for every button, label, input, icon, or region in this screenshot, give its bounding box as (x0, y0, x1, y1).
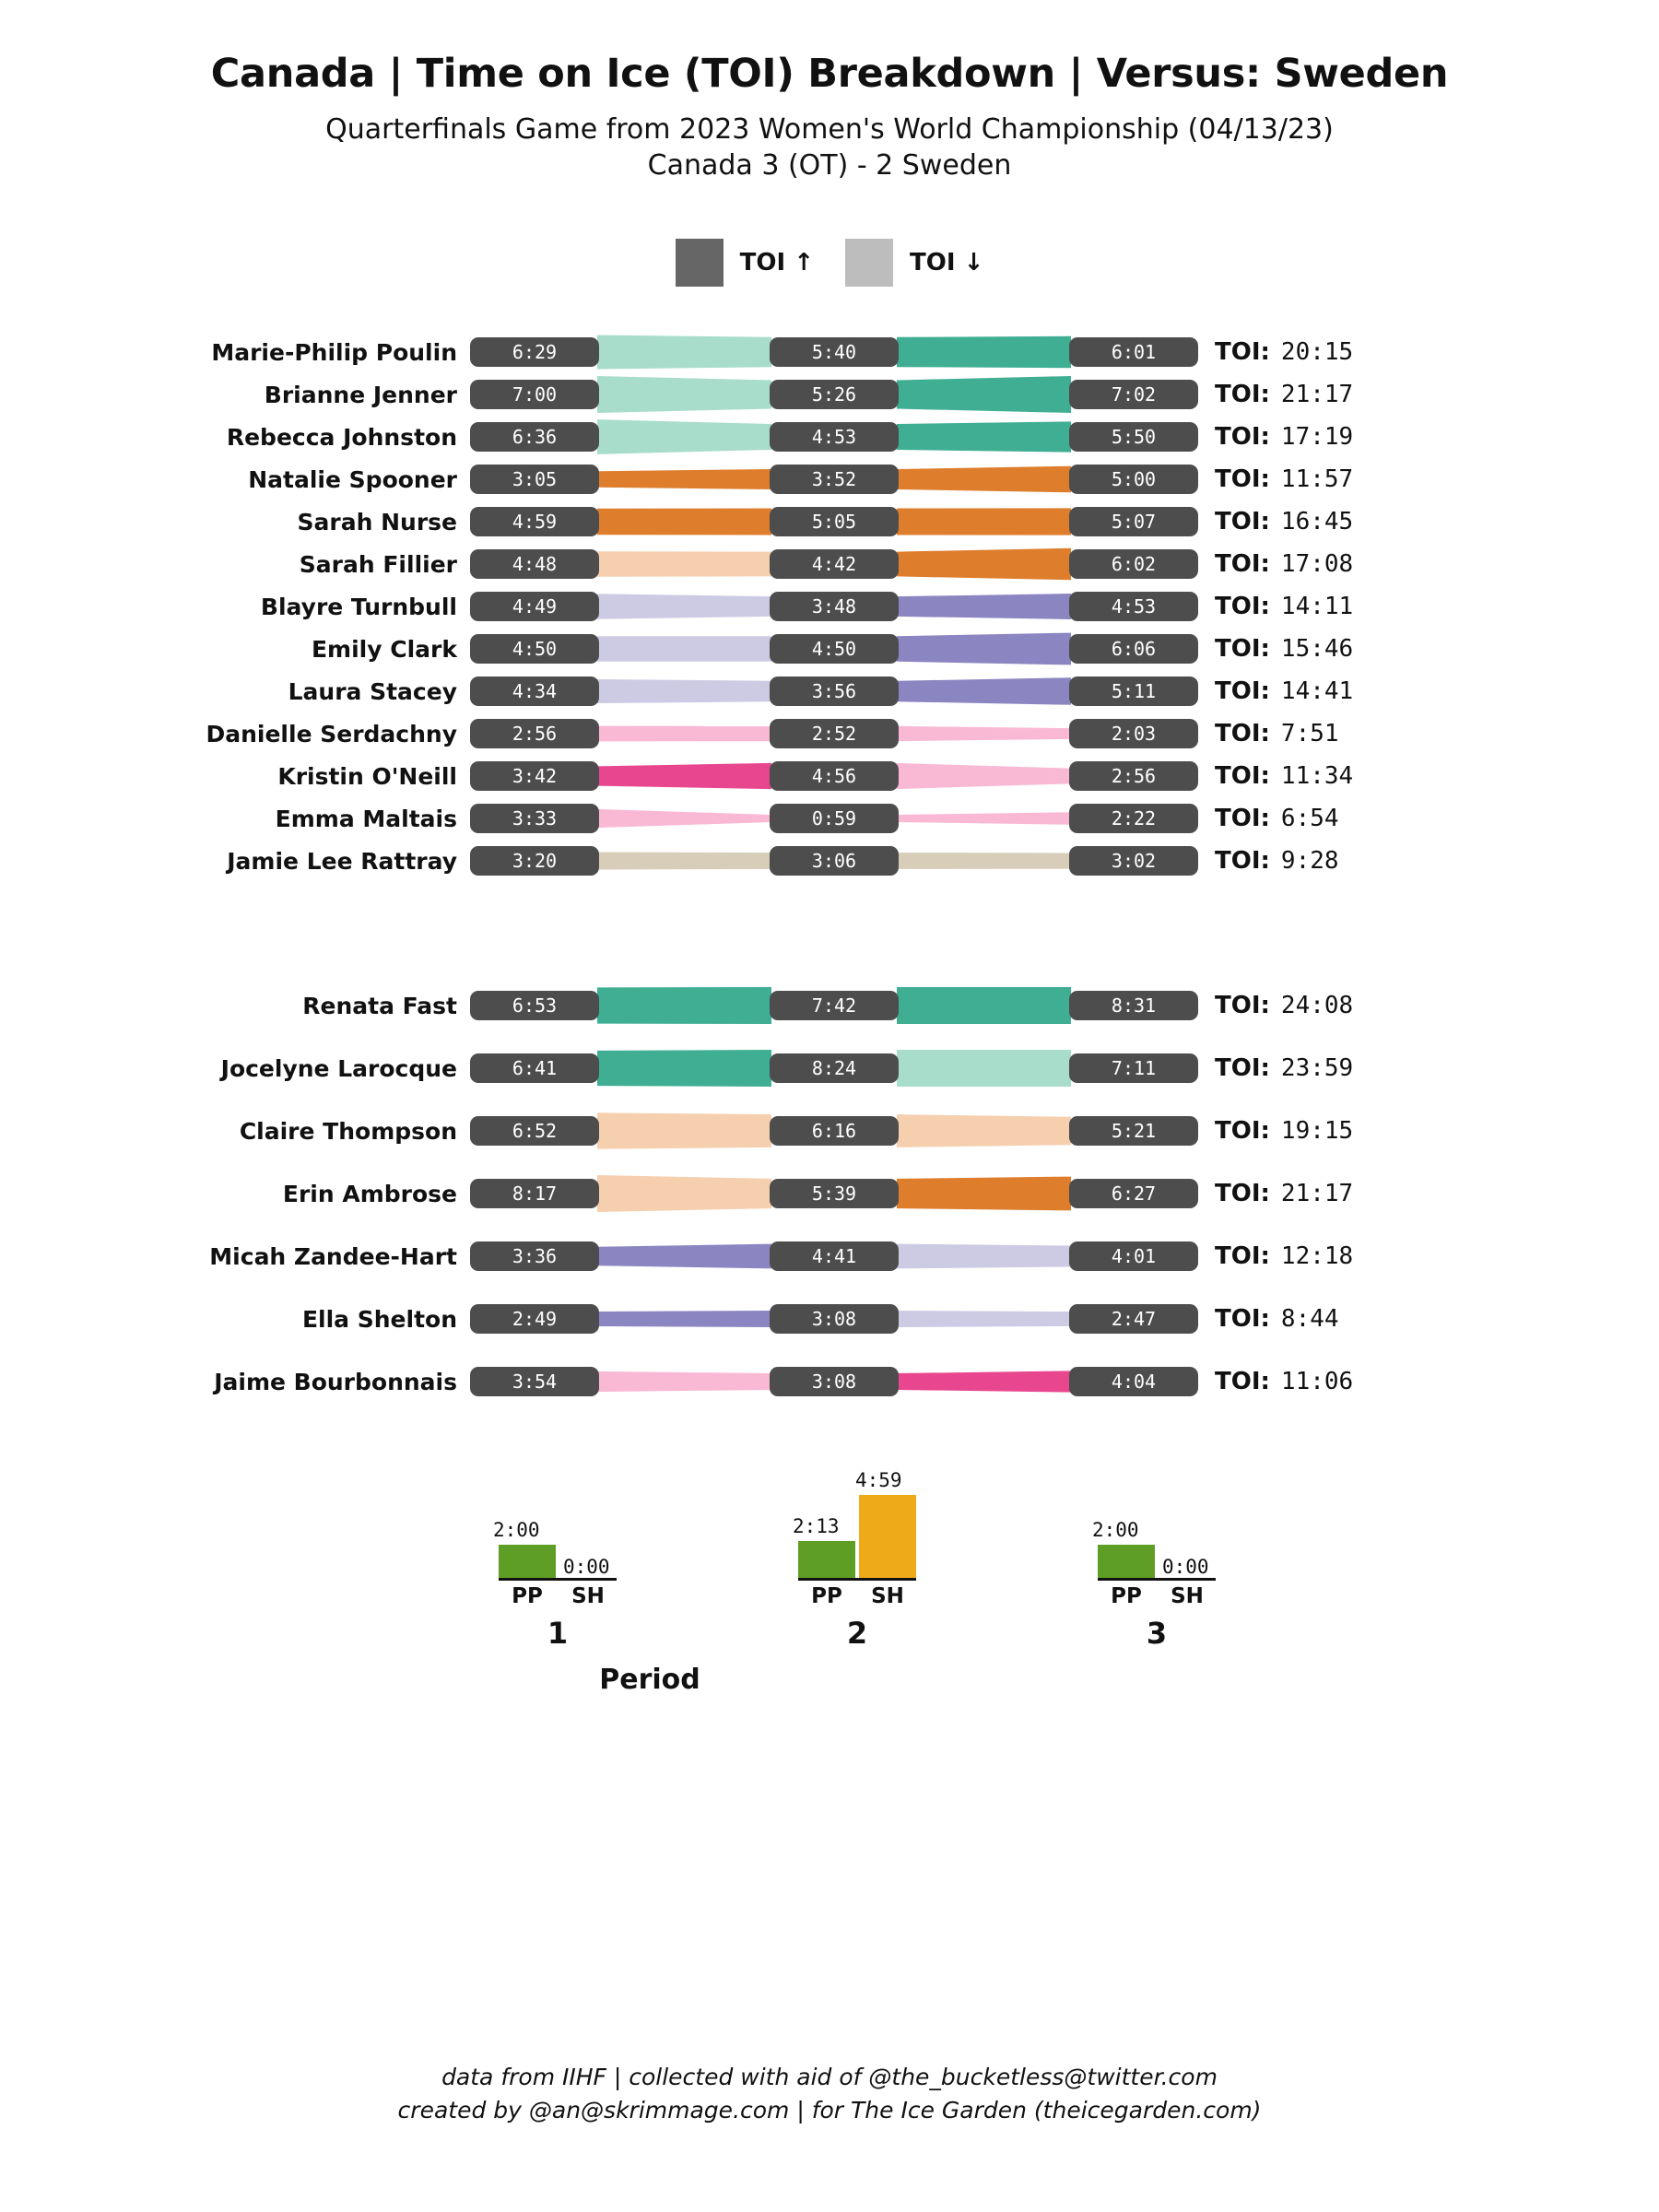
period-toi-pill: 5:00 (1069, 465, 1198, 494)
period-toi-pill: 7:42 (770, 991, 899, 1020)
toi-track (470, 1360, 1198, 1403)
period-toi-pill: 8:17 (470, 1179, 599, 1208)
total-toi-label: TOI: (1215, 635, 1270, 664)
period-toi-pill: 3:08 (770, 1304, 899, 1334)
player-row (0, 712, 1659, 755)
period-toi-pill: 3:33 (470, 804, 599, 833)
player-row (0, 331, 1659, 373)
period-number: 1 (547, 1616, 569, 1652)
toi-track (470, 840, 1198, 882)
special-teams-axis (1098, 1578, 1216, 1608)
period-toi-pill: 3:20 (470, 846, 599, 876)
toi-track (470, 1110, 1198, 1152)
period-toi-pill: 0:59 (770, 804, 899, 833)
player-name: Renata Fast (302, 992, 457, 1019)
special-teams-chart (0, 1439, 1659, 1651)
total-toi-value: 8:44 (1280, 1305, 1339, 1334)
player-row (0, 1100, 1659, 1162)
total-toi-value: 21:17 (1280, 1180, 1354, 1208)
player-row (0, 373, 1659, 416)
total-toi-label: TOI: (1215, 508, 1270, 536)
period-toi-pill: 5:26 (770, 380, 899, 409)
player-row (0, 458, 1659, 500)
special-teams-period-group (1051, 1458, 1263, 1651)
period-toi-pill: 2:03 (1069, 719, 1198, 748)
total-toi-value: 17:19 (1280, 423, 1354, 452)
special-teams-period-group (452, 1458, 664, 1651)
period-toi-pill: 3:42 (470, 761, 599, 791)
period-number: 3 (1146, 1616, 1168, 1652)
player-name: Jocelyne Larocque (220, 1054, 457, 1082)
period-toi-pill: 4:42 (770, 549, 899, 579)
total-toi-label: TOI: (1215, 1117, 1270, 1146)
player-name: Jaime Bourbonnais (214, 1368, 457, 1395)
period-toi-pill: 4:53 (1069, 592, 1198, 621)
period-toi-pill: 4:41 (770, 1241, 899, 1271)
total-toi-value: 11:06 (1280, 1368, 1354, 1396)
total-toi-label: TOI: (1215, 593, 1270, 621)
total-toi-label: TOI: (1215, 720, 1270, 748)
player-name: Claire Thompson (239, 1117, 457, 1145)
period-toi-pill: 5:39 (770, 1179, 899, 1208)
total-toi-value: 21:17 (1280, 381, 1354, 409)
period-toi-pill: 4:59 (470, 507, 599, 536)
page-subtitle-score: Canada 3 (OT) - 2 Sweden (647, 149, 1012, 182)
total-toi-value: 11:57 (1280, 465, 1354, 494)
total-toi-value: 15:46 (1280, 635, 1354, 664)
period-toi-pill: 2:56 (470, 719, 599, 748)
legend-swatch-up (676, 239, 724, 287)
title-block (0, 0, 1659, 183)
total-toi-label: TOI: (1215, 381, 1270, 409)
total-toi-label: TOI: (1215, 465, 1270, 494)
toi-track (470, 1047, 1198, 1089)
period-toi-pill: 5:40 (770, 337, 899, 367)
total-toi-label: TOI: (1215, 338, 1270, 367)
toi-track (470, 500, 1198, 543)
pp-axis-label: PP (1111, 1584, 1142, 1609)
period-toi-pill: 4:04 (1069, 1367, 1198, 1396)
x-axis-label: Period (599, 1664, 700, 1697)
total-toi-label: TOI: (1215, 762, 1270, 791)
period-toi-pill: 7:02 (1069, 380, 1198, 409)
player-name: Emily Clark (311, 635, 457, 663)
pp-axis-label: PP (811, 1584, 842, 1609)
period-toi-pill: 5:21 (1069, 1116, 1198, 1146)
total-toi-label: TOI: (1215, 1180, 1270, 1208)
pp-value: 2:00 (493, 1519, 540, 1542)
toi-track (470, 543, 1198, 585)
player-name: Danielle Serdachny (206, 720, 457, 747)
period-toi-pill: 6:53 (470, 991, 599, 1020)
period-toi-pill: 6:41 (470, 1053, 599, 1083)
player-row (0, 840, 1659, 882)
period-toi-pill: 4:50 (470, 634, 599, 664)
pp-value: 2:00 (1092, 1519, 1139, 1542)
player-row (0, 628, 1659, 670)
toi-track (470, 628, 1198, 670)
total-toi-value: 24:08 (1280, 992, 1354, 1020)
period-toi-pill: 3:52 (770, 465, 899, 494)
total-toi-value: 14:41 (1280, 677, 1354, 706)
period-toi-pill: 2:22 (1069, 804, 1198, 833)
player-name: Marie-Philip Poulin (211, 338, 457, 366)
player-row (0, 1037, 1659, 1100)
period-toi-pill: 6:27 (1069, 1179, 1198, 1208)
period-toi-pill: 4:48 (470, 549, 599, 579)
period-toi-pill: 3:48 (770, 592, 899, 621)
player-row (0, 1225, 1659, 1288)
sh-value: 4:59 (855, 1469, 902, 1492)
toi-track (470, 1172, 1198, 1215)
period-toi-pill: 6:01 (1069, 337, 1198, 367)
total-toi-label: TOI: (1215, 550, 1270, 579)
total-toi-label: TOI: (1215, 423, 1270, 452)
pp-value: 2:13 (793, 1515, 840, 1538)
total-toi-label: TOI: (1215, 1242, 1270, 1271)
sh-value: 0:00 (563, 1556, 610, 1579)
toi-track (470, 984, 1198, 1027)
player-row (0, 543, 1659, 585)
sh-axis-label: SH (571, 1584, 605, 1609)
player-name: Kristin O'Neill (277, 762, 457, 790)
total-toi-value: 17:08 (1280, 550, 1354, 579)
period-toi-pill: 2:47 (1069, 1304, 1198, 1334)
total-toi-value: 23:59 (1280, 1054, 1354, 1083)
legend-label-down: TOI ↓ (910, 249, 984, 277)
forwards-group (0, 331, 1659, 882)
period-toi-pill: 3:54 (470, 1367, 599, 1396)
toi-track (470, 1235, 1198, 1277)
toi-track (470, 755, 1198, 797)
player-row (0, 670, 1659, 712)
toi-track (470, 585, 1198, 628)
player-name: Sarah Fillier (299, 550, 457, 578)
period-toi-pill: 3:08 (770, 1367, 899, 1396)
total-toi-value: 14:11 (1280, 593, 1354, 621)
player-name: Rebecca Johnston (226, 423, 457, 451)
page-subtitle: Quarterfinals Game from 2023 Women's World Championship (04/13/23) (325, 113, 1334, 147)
toi-track (470, 1298, 1198, 1340)
period-toi-pill: 6:02 (1069, 549, 1198, 579)
period-toi-pill: 5:50 (1069, 422, 1198, 452)
toi-track (470, 331, 1198, 373)
sh-axis-label: SH (871, 1584, 904, 1609)
player-name: Natalie Spooner (248, 465, 457, 493)
footer-line-2: created by @an@skrimmage.com | for The Ice Garden (theicegarden.com) (397, 2096, 1262, 2124)
period-toi-pill: 6:52 (470, 1116, 599, 1146)
period-toi-pill: 2:49 (470, 1304, 599, 1334)
period-toi-pill: 8:31 (1069, 991, 1198, 1020)
period-toi-pill: 3:05 (470, 465, 599, 494)
total-toi-label: TOI: (1215, 1054, 1270, 1083)
period-toi-pill: 3:06 (770, 846, 899, 876)
toi-track (470, 797, 1198, 840)
toi-track (470, 458, 1198, 500)
period-toi-pill: 3:56 (770, 677, 899, 706)
total-toi-label: TOI: (1215, 1305, 1270, 1334)
total-toi-value: 12:18 (1280, 1242, 1354, 1271)
player-row (0, 416, 1659, 458)
player-name: Micah Zandee-Hart (209, 1242, 457, 1270)
player-name: Blayre Turnbull (260, 593, 457, 620)
player-row (0, 585, 1659, 628)
legend-swatch-down (845, 239, 893, 287)
toi-track (470, 416, 1198, 458)
period-toi-pill: 7:11 (1069, 1053, 1198, 1083)
total-toi-value: 20:15 (1280, 338, 1354, 367)
player-name: Erin Ambrose (282, 1180, 457, 1207)
period-number: 2 (846, 1616, 868, 1652)
total-toi-value: 11:34 (1280, 762, 1354, 791)
period-toi-pill: 8:24 (770, 1053, 899, 1083)
period-toi-pill: 2:56 (1069, 761, 1198, 791)
total-toi-value: 19:15 (1280, 1117, 1354, 1146)
period-toi-pill: 2:52 (770, 719, 899, 748)
legend-item-toi-down (845, 239, 983, 287)
period-toi-pill: 5:07 (1069, 507, 1198, 536)
sh-axis-label: SH (1171, 1584, 1204, 1609)
player-name: Jamie Lee Rattray (227, 847, 457, 875)
period-toi-pill: 6:36 (470, 422, 599, 452)
sh-value: 0:00 (1162, 1556, 1209, 1579)
legend-item-toi-up (676, 239, 814, 287)
page-title: Canada | Time on Ice (TOI) Breakdown | Versus: Sweden (210, 51, 1449, 97)
period-toi-pill: 4:56 (770, 761, 899, 791)
period-toi-pill: 5:11 (1069, 677, 1198, 706)
player-row (0, 755, 1659, 797)
total-toi-label: TOI: (1215, 992, 1270, 1020)
player-row (0, 500, 1659, 543)
total-toi-value: 6:54 (1280, 805, 1339, 833)
period-toi-pill: 6:29 (470, 337, 599, 367)
player-name: Sarah Nurse (297, 508, 457, 535)
footer-line-1: data from IIHF | collected with aid of @the_bucketless@twitter.com (441, 2063, 1218, 2090)
legend-label-up: TOI ↑ (739, 249, 814, 277)
total-toi-label: TOI: (1215, 677, 1270, 706)
player-row (0, 974, 1659, 1037)
period-toi-pill: 4:01 (1069, 1241, 1198, 1271)
period-toi-pill: 5:05 (770, 507, 899, 536)
period-toi-pill: 6:16 (770, 1116, 899, 1146)
period-toi-pill: 7:00 (470, 380, 599, 409)
period-toi-pill: 3:36 (470, 1241, 599, 1271)
total-toi-label: TOI: (1215, 1368, 1270, 1396)
player-row (0, 797, 1659, 840)
pp-axis-label: PP (512, 1584, 543, 1609)
total-toi-value: 7:51 (1280, 720, 1339, 748)
player-row (0, 1162, 1659, 1225)
special-teams-axis (798, 1578, 916, 1608)
toi-track (470, 373, 1198, 416)
toi-track (470, 712, 1198, 755)
total-toi-label: TOI: (1215, 805, 1270, 833)
period-toi-pill: 3:02 (1069, 846, 1198, 876)
player-row (0, 1350, 1659, 1413)
period-toi-pill: 4:34 (470, 677, 599, 706)
total-toi-label: TOI: (1215, 847, 1270, 876)
defense-group (0, 974, 1659, 1413)
toi-track (470, 670, 1198, 712)
player-row (0, 1288, 1659, 1350)
total-toi-value: 9:28 (1280, 847, 1339, 876)
period-toi-pill: 6:06 (1069, 634, 1198, 664)
period-toi-pill: 4:50 (770, 634, 899, 664)
legend (0, 239, 1659, 287)
special-teams-axis (499, 1578, 617, 1608)
player-name: Laura Stacey (288, 677, 457, 705)
footer (0, 2061, 1659, 2128)
player-name: Ella Shelton (301, 1305, 457, 1333)
period-toi-pill: 4:53 (770, 422, 899, 452)
player-name: Brianne Jenner (264, 381, 457, 408)
total-toi-value: 16:45 (1280, 508, 1354, 536)
period-toi-pill: 4:49 (470, 592, 599, 621)
player-name: Emma Maltais (275, 805, 457, 832)
special-teams-period-group (751, 1458, 963, 1651)
